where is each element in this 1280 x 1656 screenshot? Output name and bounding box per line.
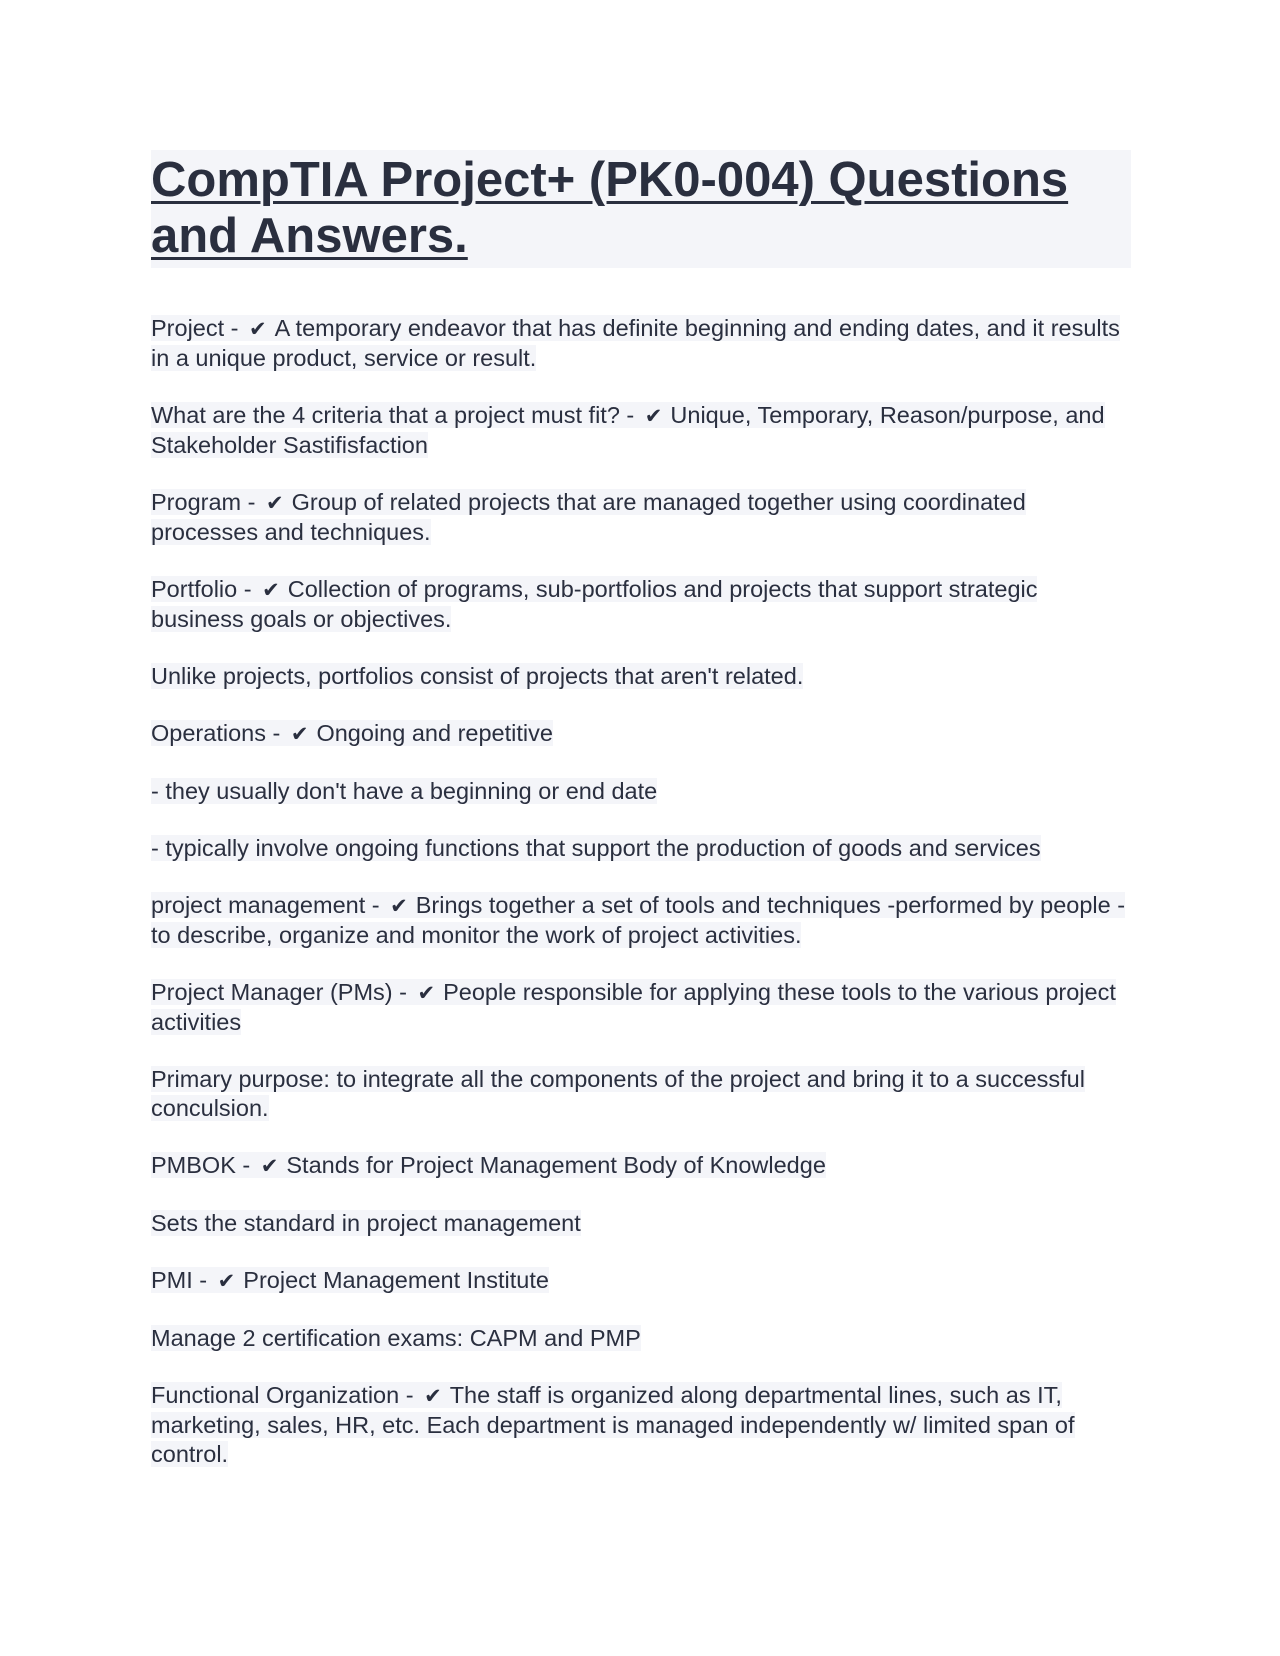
entry-highlight — [151, 892, 1125, 948]
entry-highlight — [151, 315, 1120, 371]
note-entry — [151, 662, 1131, 691]
entry-answer: Collection of programs, sub-portfolios and projects that support strategic business goals or objectives. — [151, 576, 1038, 632]
entry-answer: People responsible for applying these tools to the various project activities — [151, 979, 1116, 1035]
document-page — [151, 150, 1131, 1497]
note-entry — [151, 1065, 1131, 1123]
entry-answer: Ongoing and repetitive — [316, 720, 553, 746]
entry-answer: Stands for Project Management Body of Knowledge — [286, 1152, 826, 1178]
entry-text: Unlike projects, portfolios consist of projects that aren't related. — [151, 663, 804, 689]
note-entry — [151, 777, 1131, 806]
entry-highlight — [151, 1325, 641, 1351]
qa-entry — [151, 1381, 1131, 1469]
entries-list — [151, 314, 1131, 1469]
entry-term: Portfolio - — [151, 576, 252, 602]
checkmark-icon: ✔ — [424, 1384, 442, 1408]
qa-entry — [151, 401, 1131, 460]
qa-entry — [151, 719, 1131, 749]
entry-highlight — [151, 1066, 1085, 1121]
entry-highlight — [151, 1210, 581, 1236]
entry-text: - they usually don't have a beginning or end date — [151, 778, 658, 804]
entry-term: project management - — [151, 892, 380, 918]
qa-entry — [151, 891, 1131, 950]
checkmark-icon: ✔ — [249, 317, 267, 341]
entry-highlight — [151, 489, 1026, 545]
qa-entry — [151, 314, 1131, 373]
entry-highlight — [151, 576, 1037, 632]
entry-term: Operations - — [151, 720, 281, 746]
checkmark-icon: ✔ — [390, 894, 408, 918]
note-entry — [151, 1324, 1131, 1353]
entry-answer: Unique, Temporary, Reason/purpose, and Stakeholder Sastifisfaction — [151, 402, 1105, 458]
entry-text: Sets the standard in project management — [151, 1210, 581, 1236]
entry-term: Functional Organization - — [151, 1382, 414, 1408]
qa-entry — [151, 575, 1131, 634]
entry-answer: A temporary endeavor that has definite beginning and ending dates, and it results in a unique product, service or result. — [151, 315, 1120, 371]
document-title: CompTIA Project+ (PK0-004) Questions and Answers. — [151, 153, 1069, 263]
qa-entry — [151, 488, 1131, 547]
checkmark-icon: ✔ — [262, 578, 280, 602]
checkmark-icon: ✔ — [290, 722, 309, 746]
entry-answer: Brings together a set of tools and techniques -performed by people -to describe, organize and monitor the work of project activities. — [151, 892, 1126, 948]
checkmark-icon: ✔ — [266, 491, 284, 515]
entry-term: What are the 4 criteria that a project must fit? - — [151, 402, 635, 428]
entry-term: PMBOK - — [151, 1152, 251, 1178]
entry-highlight — [151, 1152, 826, 1178]
entry-highlight — [151, 402, 1105, 458]
entry-term: Project Manager (PMs) - — [151, 979, 407, 1005]
entry-highlight — [151, 1382, 1075, 1467]
qa-entry — [151, 1151, 1131, 1181]
entry-answer: The staff is organized along departmental lines, such as IT, marketing, sales, HR, etc. Each department is managed independently w/ limited span of control. — [151, 1382, 1075, 1467]
checkmark-icon: ✔ — [417, 981, 436, 1005]
entry-term: PMI - — [151, 1267, 208, 1293]
qa-entry — [151, 978, 1131, 1037]
entry-term: Program - — [151, 489, 256, 515]
note-entry — [151, 1209, 1131, 1238]
entry-text: Manage 2 certification exams: CAPM and PMP — [151, 1325, 641, 1351]
entry-term: Project - — [151, 315, 239, 341]
checkmark-icon: ✔ — [260, 1154, 279, 1178]
entry-text: Primary purpose: to integrate all the components of the project and bring it to a successful conculsion. — [151, 1066, 1085, 1121]
entry-highlight — [151, 720, 553, 746]
entry-highlight — [151, 1267, 549, 1293]
entry-highlight — [151, 663, 803, 689]
checkmark-icon: ✔ — [644, 404, 663, 428]
entry-highlight — [151, 979, 1116, 1035]
title-block — [151, 150, 1131, 268]
note-entry — [151, 834, 1131, 863]
entry-answer: Group of related projects that are managed together using coordinated processes and techniques. — [151, 489, 1026, 545]
entry-text: - typically involve ongoing functions that support the production of goods and services — [151, 835, 1041, 861]
entry-answer: Project Management Institute — [243, 1267, 549, 1293]
entry-highlight — [151, 835, 1041, 861]
entry-highlight — [151, 778, 657, 804]
checkmark-icon: ✔ — [217, 1269, 236, 1293]
qa-entry — [151, 1266, 1131, 1296]
